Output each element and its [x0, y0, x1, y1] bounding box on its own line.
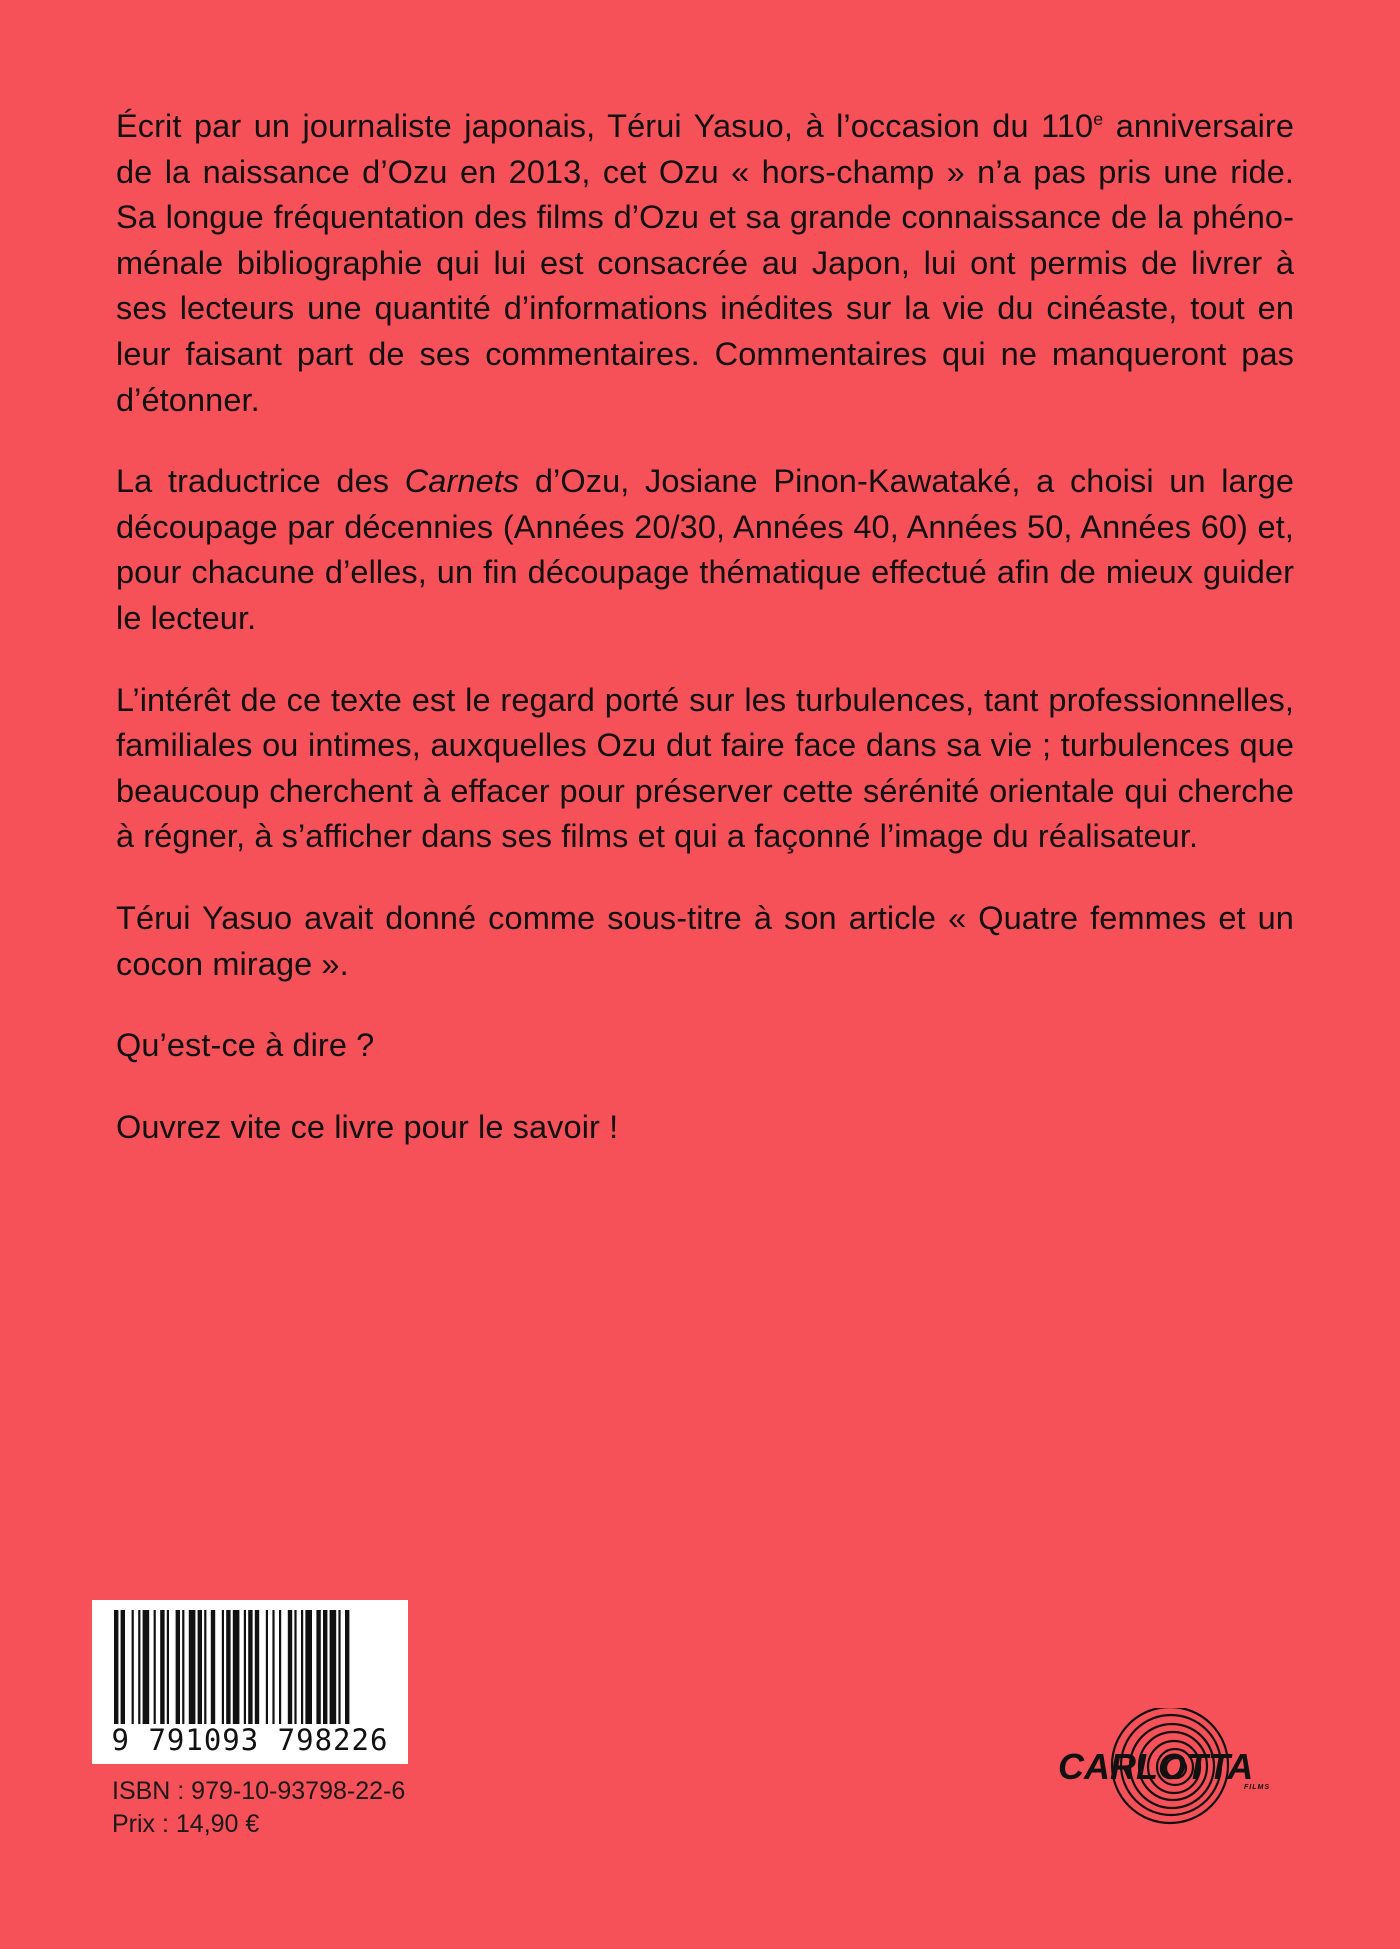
barcode-bar [266, 1610, 268, 1724]
barcode-bar [222, 1610, 224, 1724]
paragraph-4: Térui Yasuo avait donné comme sous-titre à son article « Quatre femmes et un cocon mirage ». [116, 899, 1294, 982]
isbn-barcode [92, 1600, 408, 1764]
barcode-bar [182, 1610, 184, 1724]
barcode-bar [198, 1610, 202, 1724]
barcode-bar [204, 1610, 206, 1724]
barcode-bar [305, 1610, 312, 1724]
barcode-bar [226, 1610, 230, 1724]
isbn-text: ISBN : 979-10-93798-22-6 [112, 1777, 406, 1805]
barcode-bar [248, 1610, 252, 1724]
price-text: Prix : 14,90 € [112, 1810, 260, 1838]
barcode-bar [132, 1610, 134, 1724]
paragraph-2 [116, 459, 1294, 641]
barcode-bar [255, 1610, 259, 1724]
barcode-bar [138, 1610, 140, 1724]
paragraph-3: L’intérêt de ce texte est le regard porté sur les turbulences, tant professionnelles, familiales ou intimes, auxquelles Ozu dut faire face dans sa vie ; turbulences que beaucoup cherchent à effacer pour préserver cette sérénité orientale qui cherche à régner, à s’afficher dans ses films et qui a façonné l’image du réalisateur. [116, 681, 1294, 855]
barcode-bar [189, 1610, 196, 1724]
barcode-bar [301, 1610, 303, 1724]
ordinal-superscript: e [1093, 109, 1104, 130]
barcode-bar [114, 1610, 118, 1724]
barcode-bar [323, 1610, 327, 1724]
barcode-bar [176, 1610, 180, 1724]
barcode-bar [244, 1610, 246, 1724]
paragraph-5: Qu’est-ce à dire ? [116, 1027, 375, 1064]
barcode-bar [345, 1610, 349, 1724]
publisher-subtitle: FILMS [1244, 1784, 1270, 1791]
paragraph-2-start: La traductrice des [116, 463, 405, 500]
publisher-name: CARLOTTA [1058, 1746, 1254, 1787]
blurb-text [116, 104, 1294, 1186]
paragraph-2-end: d’Ozu, Josiane Pinon-Kawataké, a choisi un large découpage par décennies (Années 20/30, Années 40, Années 50, Années 60) et, pour chacune d’elles, un fin découpage thématique effectué afin de mieux guider le lecteur. [116, 463, 1294, 636]
paragraph-6: Ouvrez vite ce livre pour le savoir ! [116, 1108, 619, 1145]
paragraph-1 [116, 104, 1294, 423]
barcode-bar [316, 1610, 320, 1724]
barcode-bar [330, 1610, 337, 1724]
barcode-bar [211, 1610, 215, 1724]
barcode-bar [160, 1610, 164, 1724]
barcode-bar [143, 1610, 150, 1724]
barcode-bar [338, 1610, 340, 1724]
barcode-digits: 9 791093 798226 [111, 1723, 389, 1757]
barcode-bar [121, 1610, 125, 1724]
barcode-bar [233, 1610, 240, 1724]
book-title-carnets: Carnets [404, 463, 520, 500]
barcode-bar [279, 1610, 281, 1724]
barcode-bar [272, 1610, 274, 1724]
barcode-bar [288, 1610, 292, 1724]
barcode-bar [294, 1610, 296, 1724]
publisher-logo [1050, 1708, 1300, 1828]
barcode-bar [154, 1610, 156, 1724]
paragraph-1-end: anniversaire de la naissance d’Ozu en 2013, cet Ozu « hors-champ » n’a pas pris une ride. Sa longue fréquentation des films d’Ozu et sa grande connaissance de la phéno-ménale bibliographie qui lui est consacrée au Japon, lui ont permis de livrer à ses lecteurs une quantité d’informations inédites sur la vie du cinéaste, tout en leur faisant part de ses commentaires. Commentaires qui ne manqueront pas d’étonner. [116, 108, 1294, 418]
barcode-bar [167, 1610, 169, 1724]
paragraph-1-start: Écrit par un journaliste japonais, Térui Yasuo, à l’occasion du 110 [116, 108, 1094, 144]
